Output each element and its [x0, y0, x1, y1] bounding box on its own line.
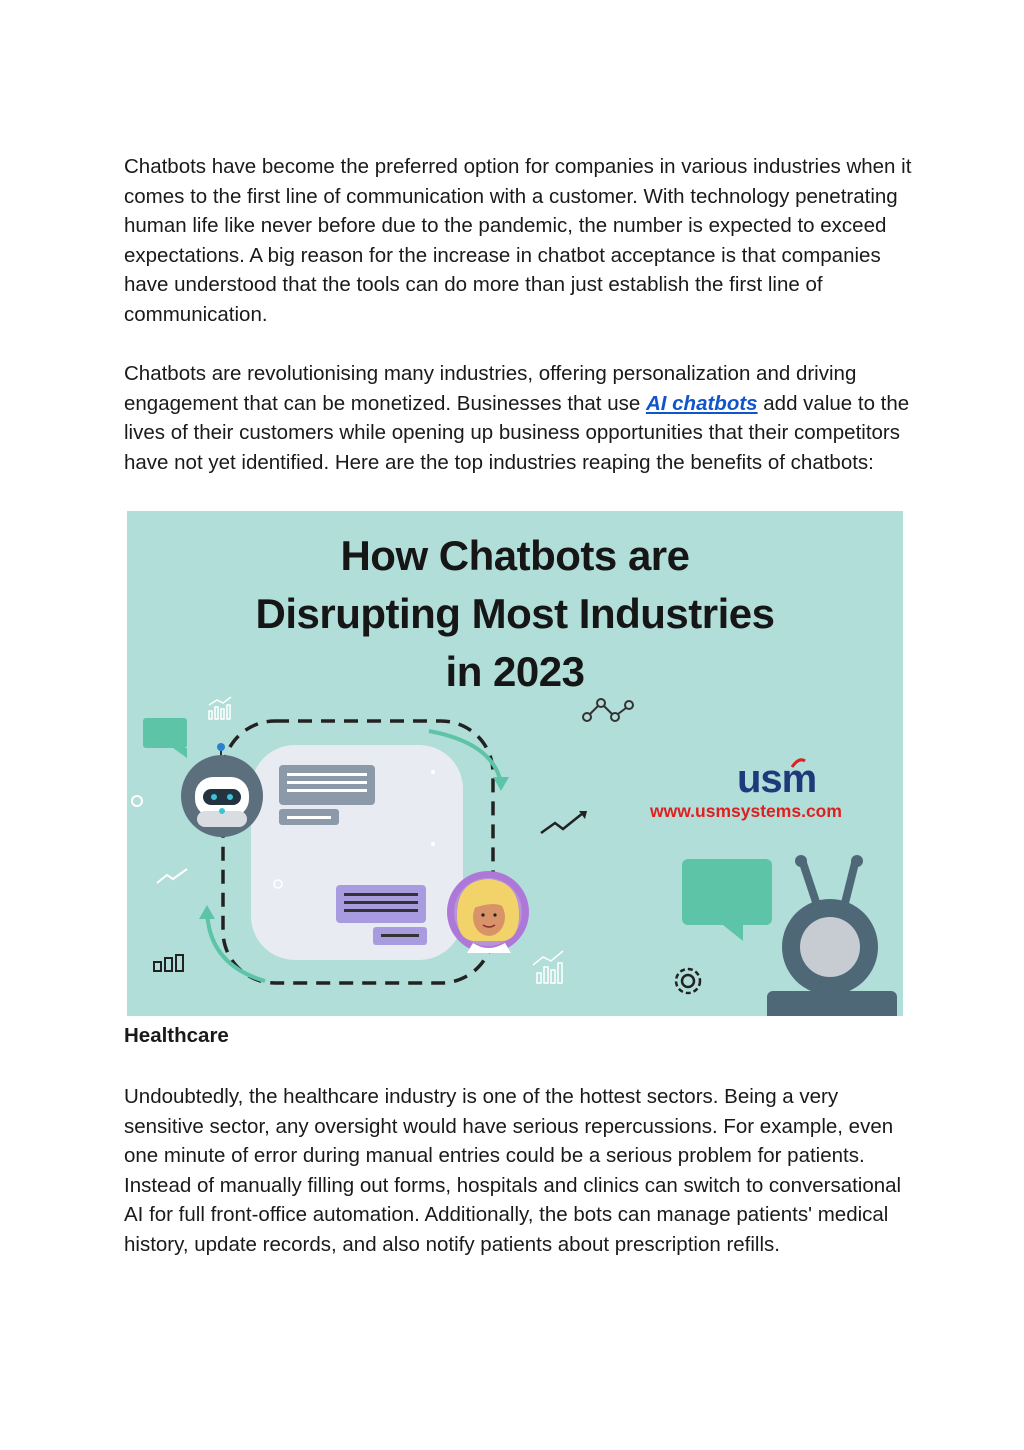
banner-title-line-2: Disrupting Most Industries	[255, 590, 775, 637]
intro-paragraph: Chatbots have become the preferred option for companies in various industries when it comes to the first line of communication with a customer. With technology penetrating human life like never before due to the pandemic, the number is expected to exceed expectations. A big reason for the increase in chatbot acceptance is that companies have understood that the tools can do more than just establish the first line of communication.	[124, 155, 912, 326]
chatbots-banner-image	[127, 511, 903, 1016]
brand-url: www.usmsystems.com	[650, 801, 842, 821]
healthcare-paragraph: Undoubtedly, the healthcare industry is one of the hottest sectors. Being a very sensitive sector, any oversight would have serious repercussions. For example, even one minute of error during manual entries could be a serious problem for patients. Instead of manually filling out forms, hospitals and clinics can switch to conversational AI for full front-office automation. Additionally, the bots can manage patients' medical history, update records, and also notify patients about prescription refills.	[124, 1085, 902, 1256]
banner-title-line-1: How Chatbots are	[340, 532, 690, 579]
nodes-icon	[583, 699, 633, 721]
section-heading-healthcare: Healthcare	[124, 1024, 229, 1047]
robot-avatar-icon	[181, 743, 263, 837]
chat-bubble-icon-right	[682, 859, 772, 941]
user-avatar-icon	[447, 871, 529, 953]
trend-line-icon	[157, 869, 187, 883]
chat-bubble-icon-left	[143, 718, 187, 758]
growth-chart-icon	[533, 951, 563, 983]
trend-arrow-icon	[541, 813, 583, 833]
industries-paragraph	[124, 359, 914, 477]
robot-icon-large	[767, 855, 897, 1016]
usm-logo: usm	[737, 757, 817, 801]
paragraph-text-before-link: Chatbots are revolutionising many industries, offering personalization and driving engagement that can be monetized. Businesses that use	[124, 362, 857, 415]
ai-chatbots-link[interactable]: AI chatbots	[645, 391, 758, 415]
small-chart-icon	[209, 697, 231, 719]
gear-icon	[676, 969, 700, 993]
bar-chart-icon	[154, 955, 183, 971]
banner-title-line-3: in 2023	[445, 648, 585, 695]
gear-icon-small	[132, 796, 142, 806]
paragraph-text-after-link: add value to the lives of their customers while opening up business opportunities that their competitors have not yet identified. Here are the top industries reaping the benefits of chatbots:	[124, 391, 910, 474]
